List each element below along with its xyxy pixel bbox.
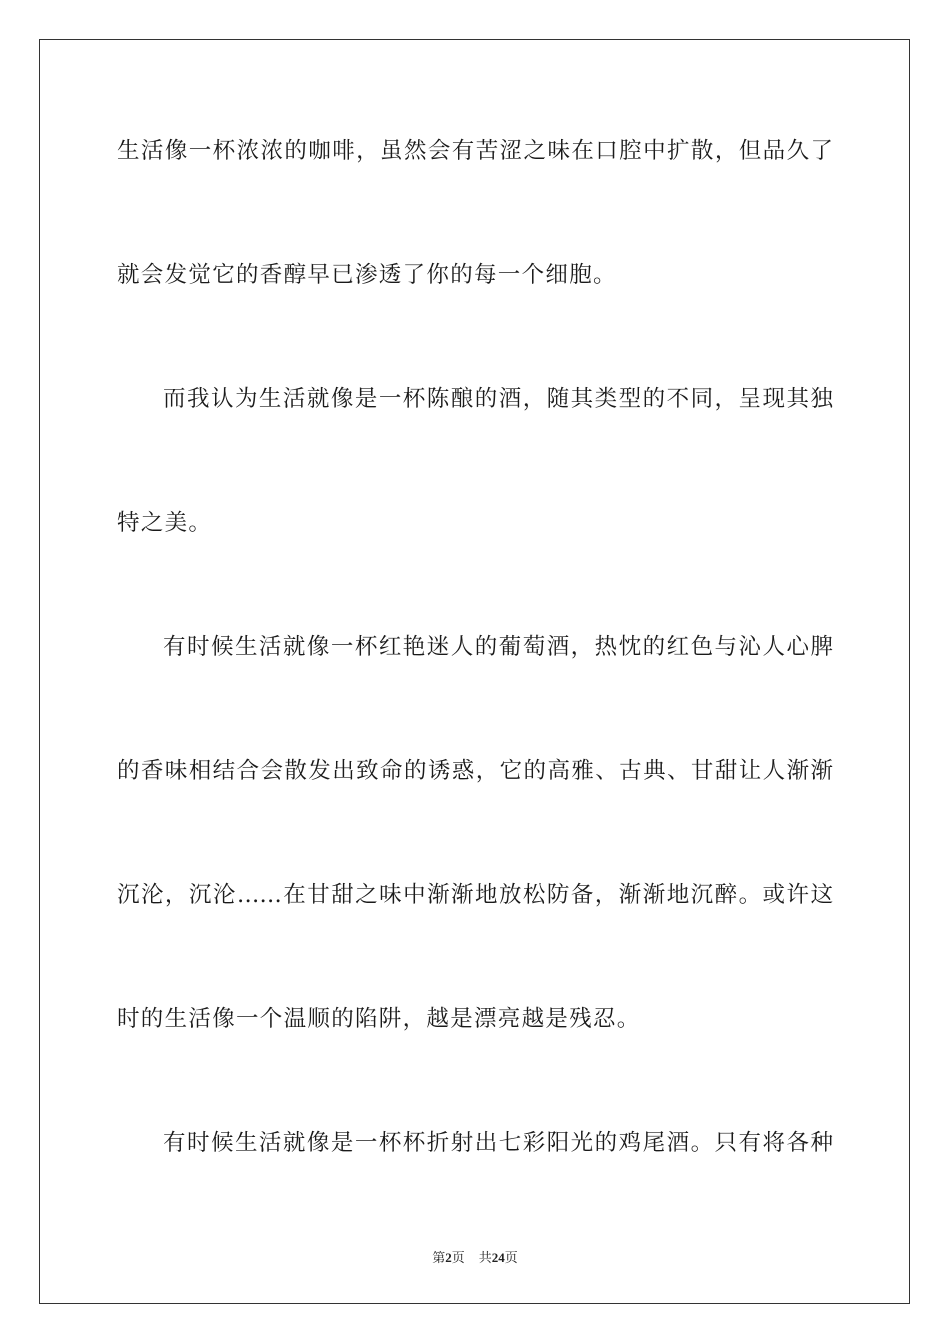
paragraph-2-line-1: 而我认为生活就像是一杯陈酿的酒，随其类型的不同，呈现其独 [163,386,833,412]
paragraph-1-line-2: 就会发觉它的香醇早已渗透了你的每一个细胞。 [117,262,617,288]
paragraph-3-line-4: 时的生活像一个温顺的陷阱，越是漂亮越是残忍。 [117,1006,641,1032]
paragraph-4-line-1: 有时候生活就像是一杯杯折射出七彩阳光的鸡尾酒。只有将各种 [163,1130,833,1156]
total-pages-suffix: 页 [504,1250,518,1265]
page-footer [0,1247,950,1266]
paragraph-3-line-2: 的香味相结合会散发出致命的诱惑，它的高雅、古典、甘甜让人渐渐 [117,758,833,784]
total-pages-prefix: 共 [478,1250,492,1265]
page-number-suffix: 页 [451,1250,465,1265]
paragraph-1-line-1: 生活像一杯浓浓的咖啡，虽然会有苦涩之味在口腔中扩散，但品久了 [117,138,833,164]
page-number-prefix: 第 [432,1250,446,1265]
paragraph-3-line-1: 有时候生活就像一杯红艳迷人的葡萄酒，热忱的红色与沁人心脾 [163,634,833,660]
page-number: 2 [445,1250,452,1265]
paragraph-2-line-2: 特之美。 [117,510,213,536]
total-pages: 24 [491,1250,505,1265]
page-border [39,39,910,1304]
paragraph-3-line-3: 沉沦，沉沦……在甘甜之味中渐渐地放松防备，渐渐地沉醉。或许这 [117,882,833,908]
